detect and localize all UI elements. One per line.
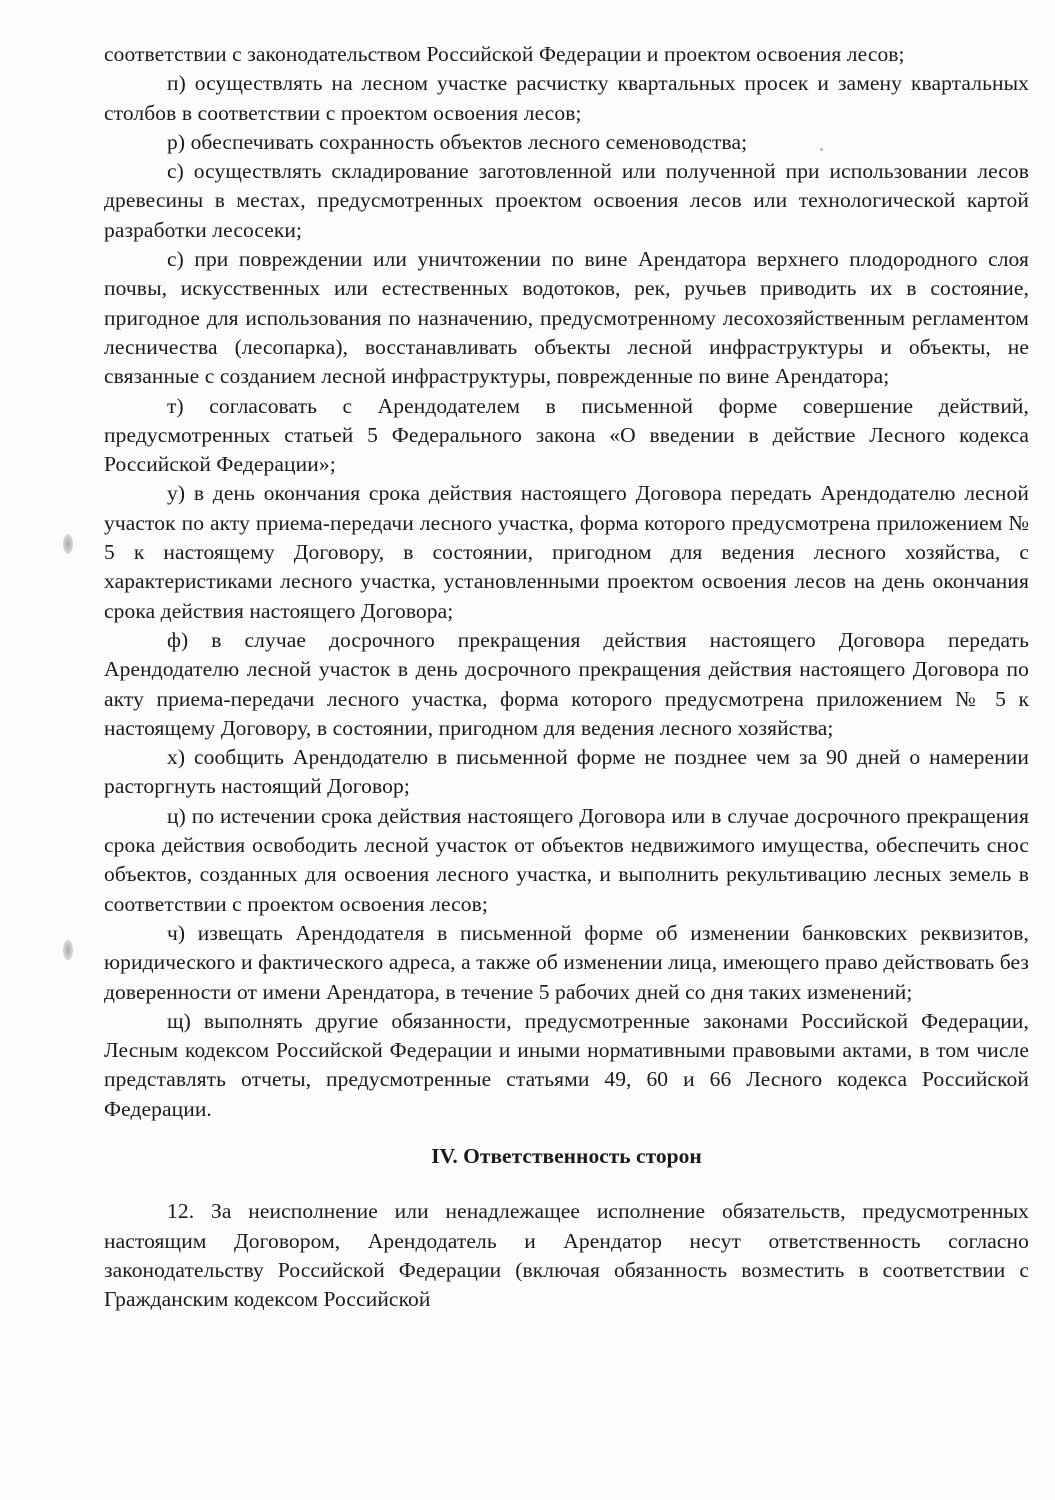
paragraph-item-u: у) в день окончания срока действия настоящего Договора передать Арендодателю лесной участок по акту приема-передачи лесного участка, форма которого предусмотрена приложением № 5 к настоящему Договору, в состоянии, пригодном для ведения лесного хозяйства, с характеристиками лесного участка, установленными проектом освоения лесов на день окончания срока действия настоящего Договора; [104,481,1029,623]
paragraph-item-kh: х) сообщить Арендодателю в письменной форме не позднее чем за 90 дней о намерении расторгнуть настоящий Договор; [104,745,1029,799]
section-heading: IV. Ответственность сторон [431,1143,702,1168]
paragraph-item-t: т) согласовать с Арендодателем в письменной форме совершение действий, предусмотренных статьей 5 Федерального закона «О введении в действие Лесного кодекса Российской Федерации»; [104,393,1029,477]
document-body [104,40,1029,1314]
paragraph-item-r: р) обеспечивать сохранность объектов лесного семеноводства; [167,129,748,154]
paragraph-item-ch: ч) извещать Арендодателя в письменной форме об изменении банковских реквизитов, юридического и фактического адреса, а также об изменении лица, имеющего право действовать без доверенности от имени Арендатора, в течение 5 рабочих дней со дня таких изменений; [104,920,1029,1004]
paragraph-item-s2: с) при повреждении или уничтожении по вине Арендатора верхнего плодородного слоя почвы, искусственных или естественных водотоков, рек, ручьев приводить их в состояние, пригодное для использования по назначению, предусмотренному лесохозяйственным регламентом лесничества (лесопарка), восстанавливать объекты лесной инфраструктуры и объекты, не связанные с созданием лесной инфраструктуры, поврежденные по вине Арендатора; [104,247,1029,389]
paragraph-item-shch: щ) выполнять другие обязанности, предусмотренные законами Российской Федерации, Лесным кодексом Российской Федерации и иными нормативными правовыми актами, в том числе представлять отчеты, предусмотренные статьями 49, 60 и 66 Лесного кодекса Российской Федерации. [104,1008,1029,1121]
paragraph-item-s1: с) осуществлять складирование заготовленной или полученной при использовании лесов древесины в местах, предусмотренных проектом освоения лесов или технологической картой разработки лесосеки; [104,159,1029,242]
punch-hole-mark [63,534,73,554]
paragraph-item-p: п) осуществлять на лесном участке расчистку квартальных просек и замену квартальных столбов в соответствии с проектом освоения лесов; [104,71,1029,125]
paragraph-item-f: ф) в случае досрочного прекращения действия настоящего Договора передать Арендодателю лесной участок в день досрочного прекращения действия настоящего Договора по акту приема-передачи лесного участка, форма которого предусмотрена приложением № 5 к настоящему Договору, в состоянии, пригодном для ведения лесного хозяйства; [104,627,1029,740]
punch-hole-mark [63,940,73,960]
paragraph-item-ts: ц) по истечении срока действия настоящего Договора или в случае досрочного прекращения срока действия освободить лесной участок от объектов недвижимого имущества, обеспечить снос объектов, созданных для освоения лесного участка, и выполнить рекультивацию лесных земель в соответствии с проектом освоения лесов; [104,803,1029,916]
paragraph-continuation: соответствии с законодательством Российской Федерации и проектом освоения лесов; [104,42,905,66]
clause-12-paragraph: 12. За неисполнение или ненадлежащее исполнение обязательств, предусмотренных настоящим Договором, Арендодатель и Арендатор несут ответственность согласно законодательству Российской Федерации (включая обязанность возместить в соответствии с Гражданским кодексом Российской [104,1199,1029,1312]
